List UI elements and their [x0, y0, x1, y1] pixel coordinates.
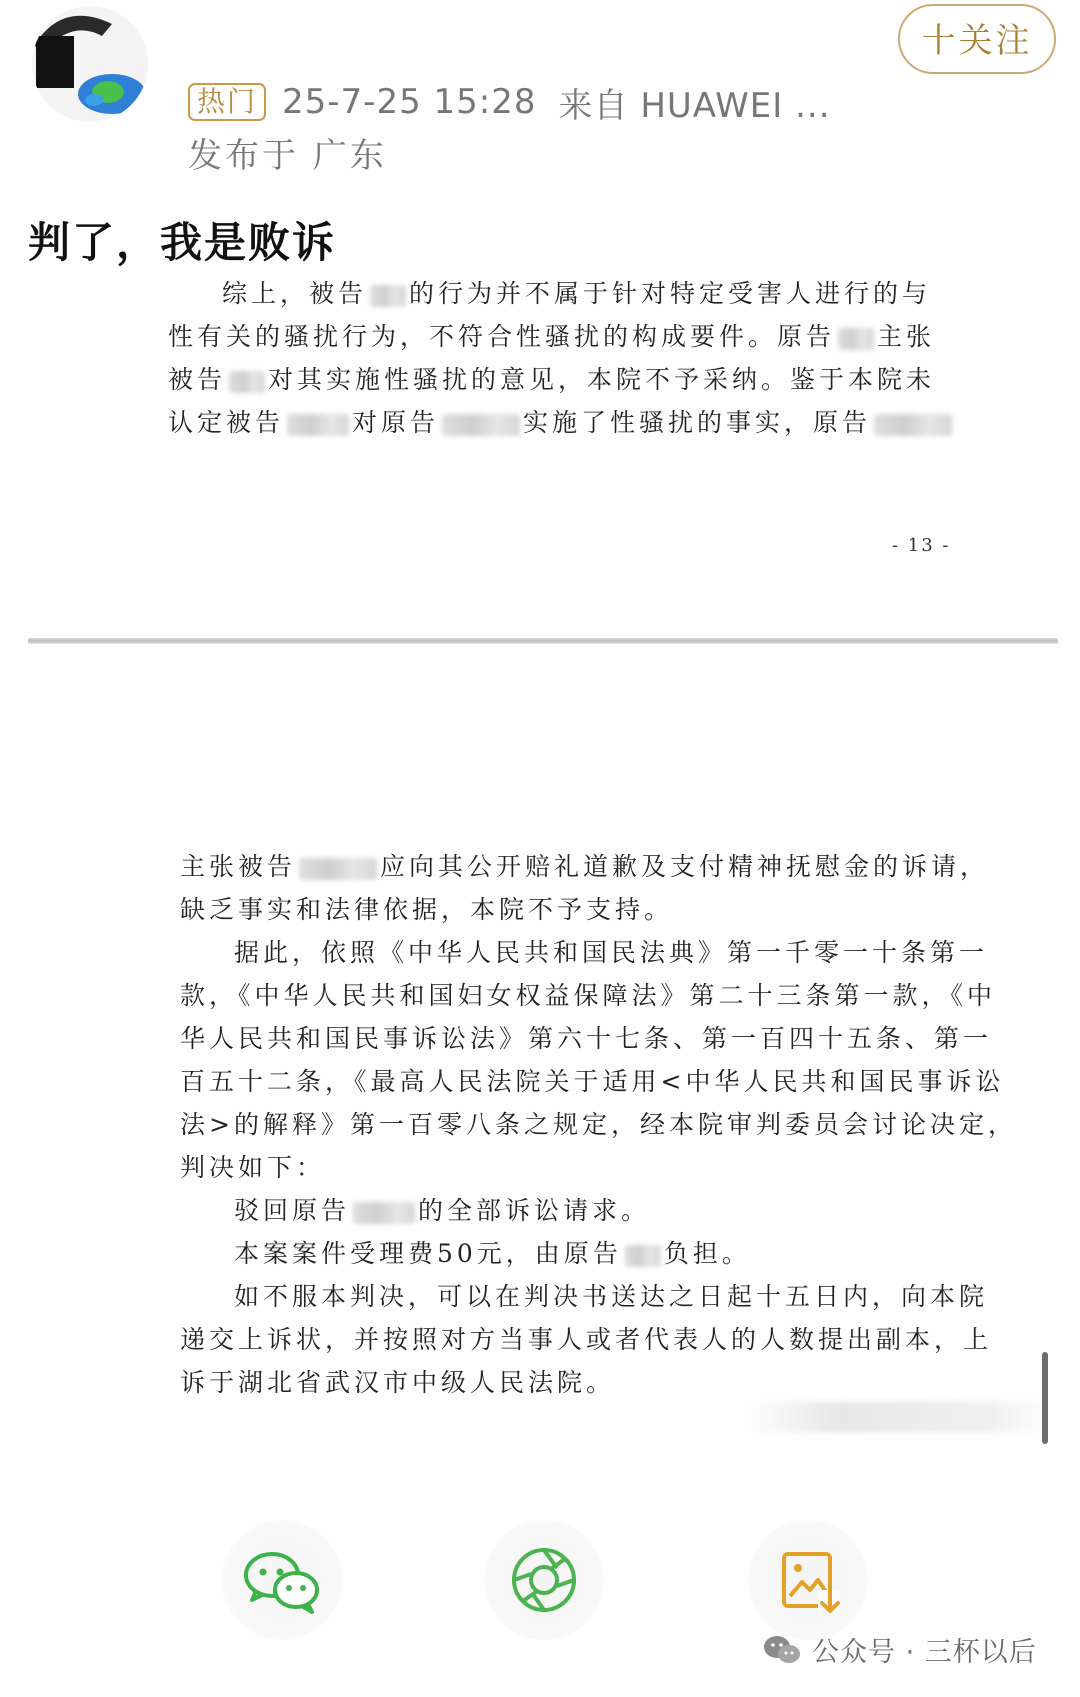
doc-line: 本案案件受理费50元，由原告 负担。	[234, 1239, 751, 1268]
follow-button[interactable]: 十关注	[898, 4, 1056, 74]
faded-text	[748, 1402, 1048, 1432]
post-meta	[188, 80, 831, 124]
scrollbar[interactable]	[1042, 1352, 1048, 1444]
hot-badge: 热门	[188, 83, 266, 121]
save-image-button[interactable]	[748, 1520, 868, 1640]
share-moments-button[interactable]	[484, 1520, 604, 1640]
redaction	[299, 858, 377, 880]
avatar-image	[32, 6, 148, 122]
moments-icon	[484, 1520, 604, 1640]
redaction	[874, 414, 952, 436]
user-avatar[interactable]	[32, 6, 148, 122]
doc-line: 主张被告 应向其公开赔礼道歉及支付精神抚慰金的诉请，	[180, 852, 990, 881]
doc-line: 缺乏事实和法律依据，本院不予支持。	[180, 895, 674, 924]
doc-line: 款，《中华人民共和国妇女权益保障法》第二十三条第一款，《中	[180, 981, 997, 1010]
redaction	[370, 285, 406, 307]
redaction	[353, 1202, 415, 1224]
doc-line: 百五十二条，《最高人民法院关于适用<中华人民共和国民事诉讼	[180, 1067, 1005, 1096]
wechat-official-icon	[762, 1633, 802, 1667]
doc-line: 法>的解释》第一百零八条之规定，经本院审判委员会讨论决定，	[180, 1110, 1017, 1139]
doc-line: 驳回原告 的全部诉讼请求。	[234, 1196, 651, 1225]
doc-line: 判决如下：	[180, 1153, 326, 1182]
doc-line: 如不服本判决，可以在判决书送达之日起十五日内，向本院	[234, 1282, 989, 1311]
doc-line: 据此，依照《中华人民共和国民法典》第一千零一十条第一	[234, 938, 989, 967]
redaction	[838, 328, 874, 350]
doc-line: 诉于湖北省武汉市中级人民法院。	[180, 1368, 616, 1397]
share-wechat-button[interactable]	[222, 1520, 342, 1640]
doc-line: 认定被告 对原告 实施了性骚扰的事实，原告	[168, 401, 955, 445]
redaction	[229, 371, 265, 393]
watermark-text: 公众号 · 三杯以后	[812, 1637, 1037, 1668]
post-location: 发布于 广东	[188, 136, 387, 176]
post-timestamp: 25-7-25 15:28	[282, 82, 537, 122]
page-number: - 13 -	[892, 535, 951, 556]
post-source: 来自 HUAWEI ...	[558, 85, 831, 126]
doc-line: 递交上诉状，并按照对方当事人或者代表人的人数提出副本，上	[180, 1325, 993, 1354]
wechat-icon	[222, 1520, 342, 1640]
redaction	[625, 1245, 661, 1267]
redaction	[287, 414, 349, 436]
page-divider	[28, 638, 1058, 644]
post-title: 判了，我是败诉	[28, 218, 337, 267]
doc-line: 被告 对其实施性骚扰的意见，本院不予采纳。鉴于本院未	[168, 365, 936, 394]
doc-line: 综上，被告 的行为并不属于针对特定受害人进行的与	[222, 279, 932, 308]
watermark	[762, 1630, 1037, 1669]
save-image-icon	[748, 1520, 868, 1640]
redaction	[442, 414, 520, 436]
doc-line: 性有关的骚扰行为，不符合性骚扰的构成要件。原告 主张	[168, 322, 936, 351]
doc-line: 华人民共和国民事诉讼法》第六十七条、第一百四十五条、第一	[180, 1024, 993, 1053]
